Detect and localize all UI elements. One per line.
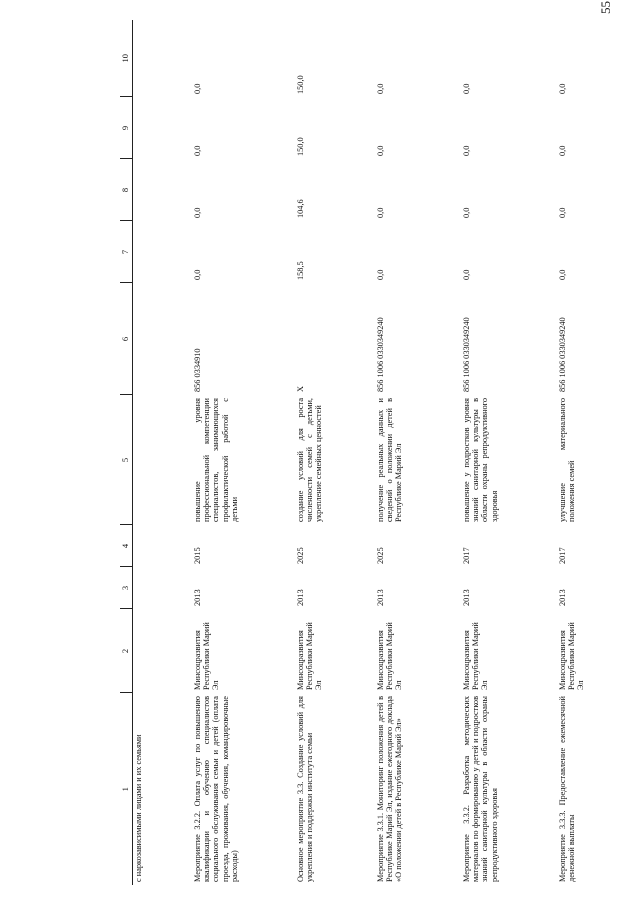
cell-code: Х [295,386,305,392]
cell-code: 856 1006 0330349240 [557,317,567,392]
program-activities-table [120,20,616,885]
cell-value-8: 0,0 [557,207,567,218]
col-header-9: 9 [120,97,133,159]
cell-code [133,283,191,395]
cell-value-10: 150,0 [295,75,305,94]
cell-activity: с наркозависимыми лицами и их семьями [134,734,143,882]
table-row [460,20,556,885]
cell-start-year: 2013 [192,589,202,606]
cell-end-year: 2017 [557,547,567,564]
cell-value-7: 0,0 [461,269,471,280]
cell-start-year: 2013 [375,589,385,606]
cell-end-year [133,525,191,567]
cell-activity: Мероприятие 3.3.1. Мониторинг положения детей в Республике Марий Эл, издание ежегодного доклада «О положении детей в Республике Марий Эл» [375,696,404,882]
cell-result: повышение у подростков уровня знаний санитарной культуры в области охраны репродуктивного здоровья [461,398,499,522]
cell-start-year [133,567,191,609]
cell-activity: Мероприятие 3.2.2. Оплата услуг по повышению квалификации и обучению специалистов социального обслуживания семьи и детей (оплата проезда, проживания, обучения, командировочные расходы) [192,696,240,882]
cell-result: получение реальных данных и сведений о положении детей в Республике Марий Эл [375,398,404,522]
column-header-row [120,20,133,885]
col-header-10: 10 [120,20,133,97]
rotated-table-container [120,20,620,885]
cell-executor: Минсоцразвития Республики Марий Эл [461,622,490,690]
cell-end-year: 2017 [461,547,471,564]
cell-value-7: 0,0 [375,269,385,280]
cell-value-10: 0,0 [461,83,471,94]
cell-value-8 [133,159,191,221]
cell-value-8: 0,0 [375,207,385,218]
cell-value-10 [133,20,191,97]
table-row [133,20,191,885]
cell-executor: Минсоцразвития Республики Марий Эл [192,622,221,690]
cell-executor [133,609,191,693]
cell-value-10: 0,0 [375,83,385,94]
table-row [294,20,374,885]
cell-result [133,395,191,525]
cell-activity: Мероприятие 3.3.2. Разработка методических материалов по формированию у детей и подростков знаний санитарной культуры в области охраны репродуктивного здоровья [461,696,499,882]
cell-value-9: 0,0 [557,145,567,156]
cell-start-year: 2013 [557,589,567,606]
col-header-1: 1 [120,693,133,885]
cell-activity: Основное мероприятие 3.3. Создание условий для укрепления и поддержки института семьи [295,696,314,882]
cell-end-year: 2025 [375,547,385,564]
cell-value-8: 0,0 [192,207,202,218]
cell-value-7 [133,221,191,283]
cell-value-9: 0,0 [461,145,471,156]
col-header-5: 5 [120,395,133,525]
cell-value-7: 0,0 [557,269,567,280]
table-row [374,20,460,885]
cell-executor: Минсоцразвития Республики Марий Эл [557,622,586,690]
table-row [191,20,294,885]
cell-result: улучшение материального положения семей [557,398,576,522]
cell-value-9 [133,97,191,159]
cell-code: 856 1006 0330349240 [461,317,471,392]
page-number: 55 [598,1,613,14]
cell-value-9: 0,0 [375,145,385,156]
cell-activity: Мероприятие 3.3.3. Предоставление ежемесячной денежной выплаты [557,696,576,882]
cell-executor: Минсоцразвития Республики Марий Эл [295,622,324,690]
cell-value-10: 0,0 [192,83,202,94]
cell-start-year: 2013 [295,589,305,606]
col-header-2: 2 [120,609,133,693]
col-header-3: 3 [120,567,133,609]
cell-start-year: 2013 [461,589,471,606]
cell-executor: Минсоцразвития Республики Марий Эл [375,622,404,690]
cell-code: 856 0334910 [192,348,202,392]
cell-value-7: 0,0 [192,269,202,280]
col-header-8: 8 [120,159,133,221]
cell-value-8: 104,6 [295,199,305,218]
cell-end-year: 2025 [295,547,305,564]
cell-end-year: 2015 [192,547,202,564]
cell-code: 856 1006 0330349240 [375,317,385,392]
col-header-4: 4 [120,525,133,567]
table-row [556,20,616,885]
cell-value-7: 158,5 [295,261,305,280]
cell-value-9: 0,0 [192,145,202,156]
col-header-6: 6 [120,283,133,395]
cell-result: повышение уровня профессиональной компетенции специалистов, занимающихся профилактической работой с детьми [192,398,240,522]
cell-value-10: 0,0 [557,83,567,94]
col-header-7: 7 [120,221,133,283]
cell-result: создание условий для роста численности семей с детьми, укрепление семейных ценностей [295,398,324,522]
cell-value-9: 150,0 [295,137,305,156]
cell-value-8: 0,0 [461,207,471,218]
